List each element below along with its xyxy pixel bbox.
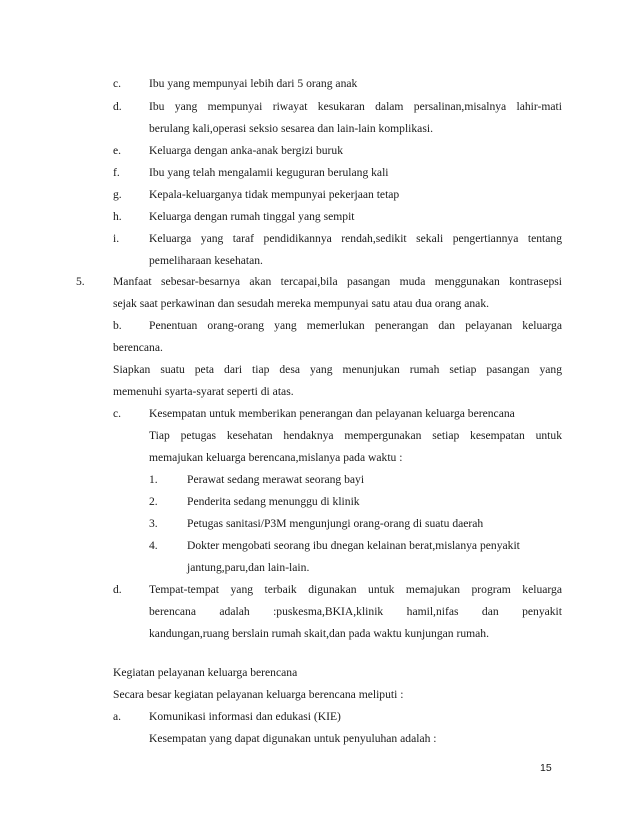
point-5b-line2: berencana. <box>113 341 163 354</box>
item-d-marker: d. <box>113 100 122 113</box>
point-5-line2: sejak saat perkawinan dan sesudah mereka mempunyai satu atau dua orang anak. <box>113 297 490 310</box>
kegiatan-a-marker: a. <box>113 710 122 723</box>
kegiatan-intro: Secara besar kegiatan pelayanan keluarga berencana meliputi : <box>113 688 404 701</box>
numbered-2-marker: 2. <box>149 495 158 508</box>
point-5-marker: 5. <box>76 275 85 288</box>
point-5b-marker: b. <box>113 319 122 332</box>
numbered-1-text: Perawat sedang merawat seorang bayi <box>187 473 365 486</box>
point-5c-title: Kesempatan untuk memberikan penerangan dan pelayanan keluarga berencana <box>149 407 515 420</box>
point-5-siapkan-line1: Siapkan suatu peta dari tiap desa yang menunjukan rumah setiap pasangan yang <box>113 363 562 376</box>
numbered-4-text: Dokter mengobati seorang ibu dnegan kelainan berat,mislanya penyakit <box>187 539 520 552</box>
point-5d-line1: Tempat-tempat yang terbaik digunakan untuk memajukan program keluarga <box>149 583 562 596</box>
item-d-line1: Ibu yang mempunyai riwayat kesukaran dalam persalinan,misalnya lahir-mati <box>149 100 562 113</box>
page-number: 15 <box>540 762 552 774</box>
item-c-marker: c. <box>113 77 122 90</box>
numbered-4-text2: jantung,paru,dan lain-lain. <box>187 561 310 574</box>
kegiatan-a-title: Komunikasi informasi dan edukasi (KIE) <box>149 710 341 723</box>
item-d-line2: berulang kali,operasi seksio sesarea dan lain-lain komplikasi. <box>149 122 433 135</box>
item-h-text: Keluarga dengan rumah tinggal yang sempit <box>149 210 355 223</box>
item-i-marker: i. <box>113 232 120 245</box>
item-i-line1: Keluarga yang taraf pendidikannya rendah,sedikit sekali pengertiannya tentang <box>149 232 562 245</box>
item-i-line2: pemeliharaan kesehatan. <box>149 254 263 267</box>
kegiatan-a-line: Kesempatan yang dapat digunakan untuk penyuluhan adalah : <box>149 732 437 745</box>
item-e-text: Keluarga dengan anka-anak bergizi buruk <box>149 144 344 157</box>
item-g-marker: g. <box>113 188 122 201</box>
numbered-1-marker: 1. <box>149 473 158 486</box>
point-5c-line1: Tiap petugas kesehatan hendaknya mempergunakan setiap kesempatan untuk <box>149 429 562 442</box>
item-c-text: Ibu yang mempunyai lebih dari 5 orang anak <box>149 77 358 90</box>
point-5-siapkan-line2: memenuhi syarta-syarat seperti di atas. <box>113 385 294 398</box>
numbered-2-text: Penderita sedang menunggu di klinik <box>187 495 360 508</box>
point-5d-line3: kandungan,ruang berslain rumah skait,dan pada waktu kunjungan rumah. <box>149 627 489 640</box>
item-f-marker: f. <box>113 166 120 179</box>
point-5b-line1: Penentuan orang-orang yang memerlukan penerangan dan pelayanan keluarga <box>149 319 562 332</box>
point-5d-line2: berencana adalah :puskesma,BKIA,klinik hamil,nifas dan penyakit <box>149 605 562 618</box>
point-5d-marker: d. <box>113 583 122 596</box>
point-5-line1: Manfaat sebesar-besarnya akan tercapai,bila pasangan muda menggunakan kontrasepsi <box>113 275 562 288</box>
item-h-marker: h. <box>113 210 122 223</box>
item-e-marker: e. <box>113 144 122 157</box>
numbered-3-marker: 3. <box>149 517 158 530</box>
point-5c-marker: c. <box>113 407 122 420</box>
item-g-text: Kepala-keluarganya tidak mempunyai pekerjaan tetap <box>149 188 400 201</box>
numbered-3-text: Petugas sanitasi/P3M mengunjungi orang-orang di suatu daerah <box>187 517 484 530</box>
kegiatan-heading: Kegiatan pelayanan keluarga berencana <box>113 666 298 679</box>
item-f-text: Ibu yang telah mengalamii keguguran berulang kali <box>149 166 389 179</box>
numbered-4-marker: 4. <box>149 539 158 552</box>
point-5c-line2: memajukan keluarga berencana,mislanya pada waktu : <box>149 451 403 464</box>
